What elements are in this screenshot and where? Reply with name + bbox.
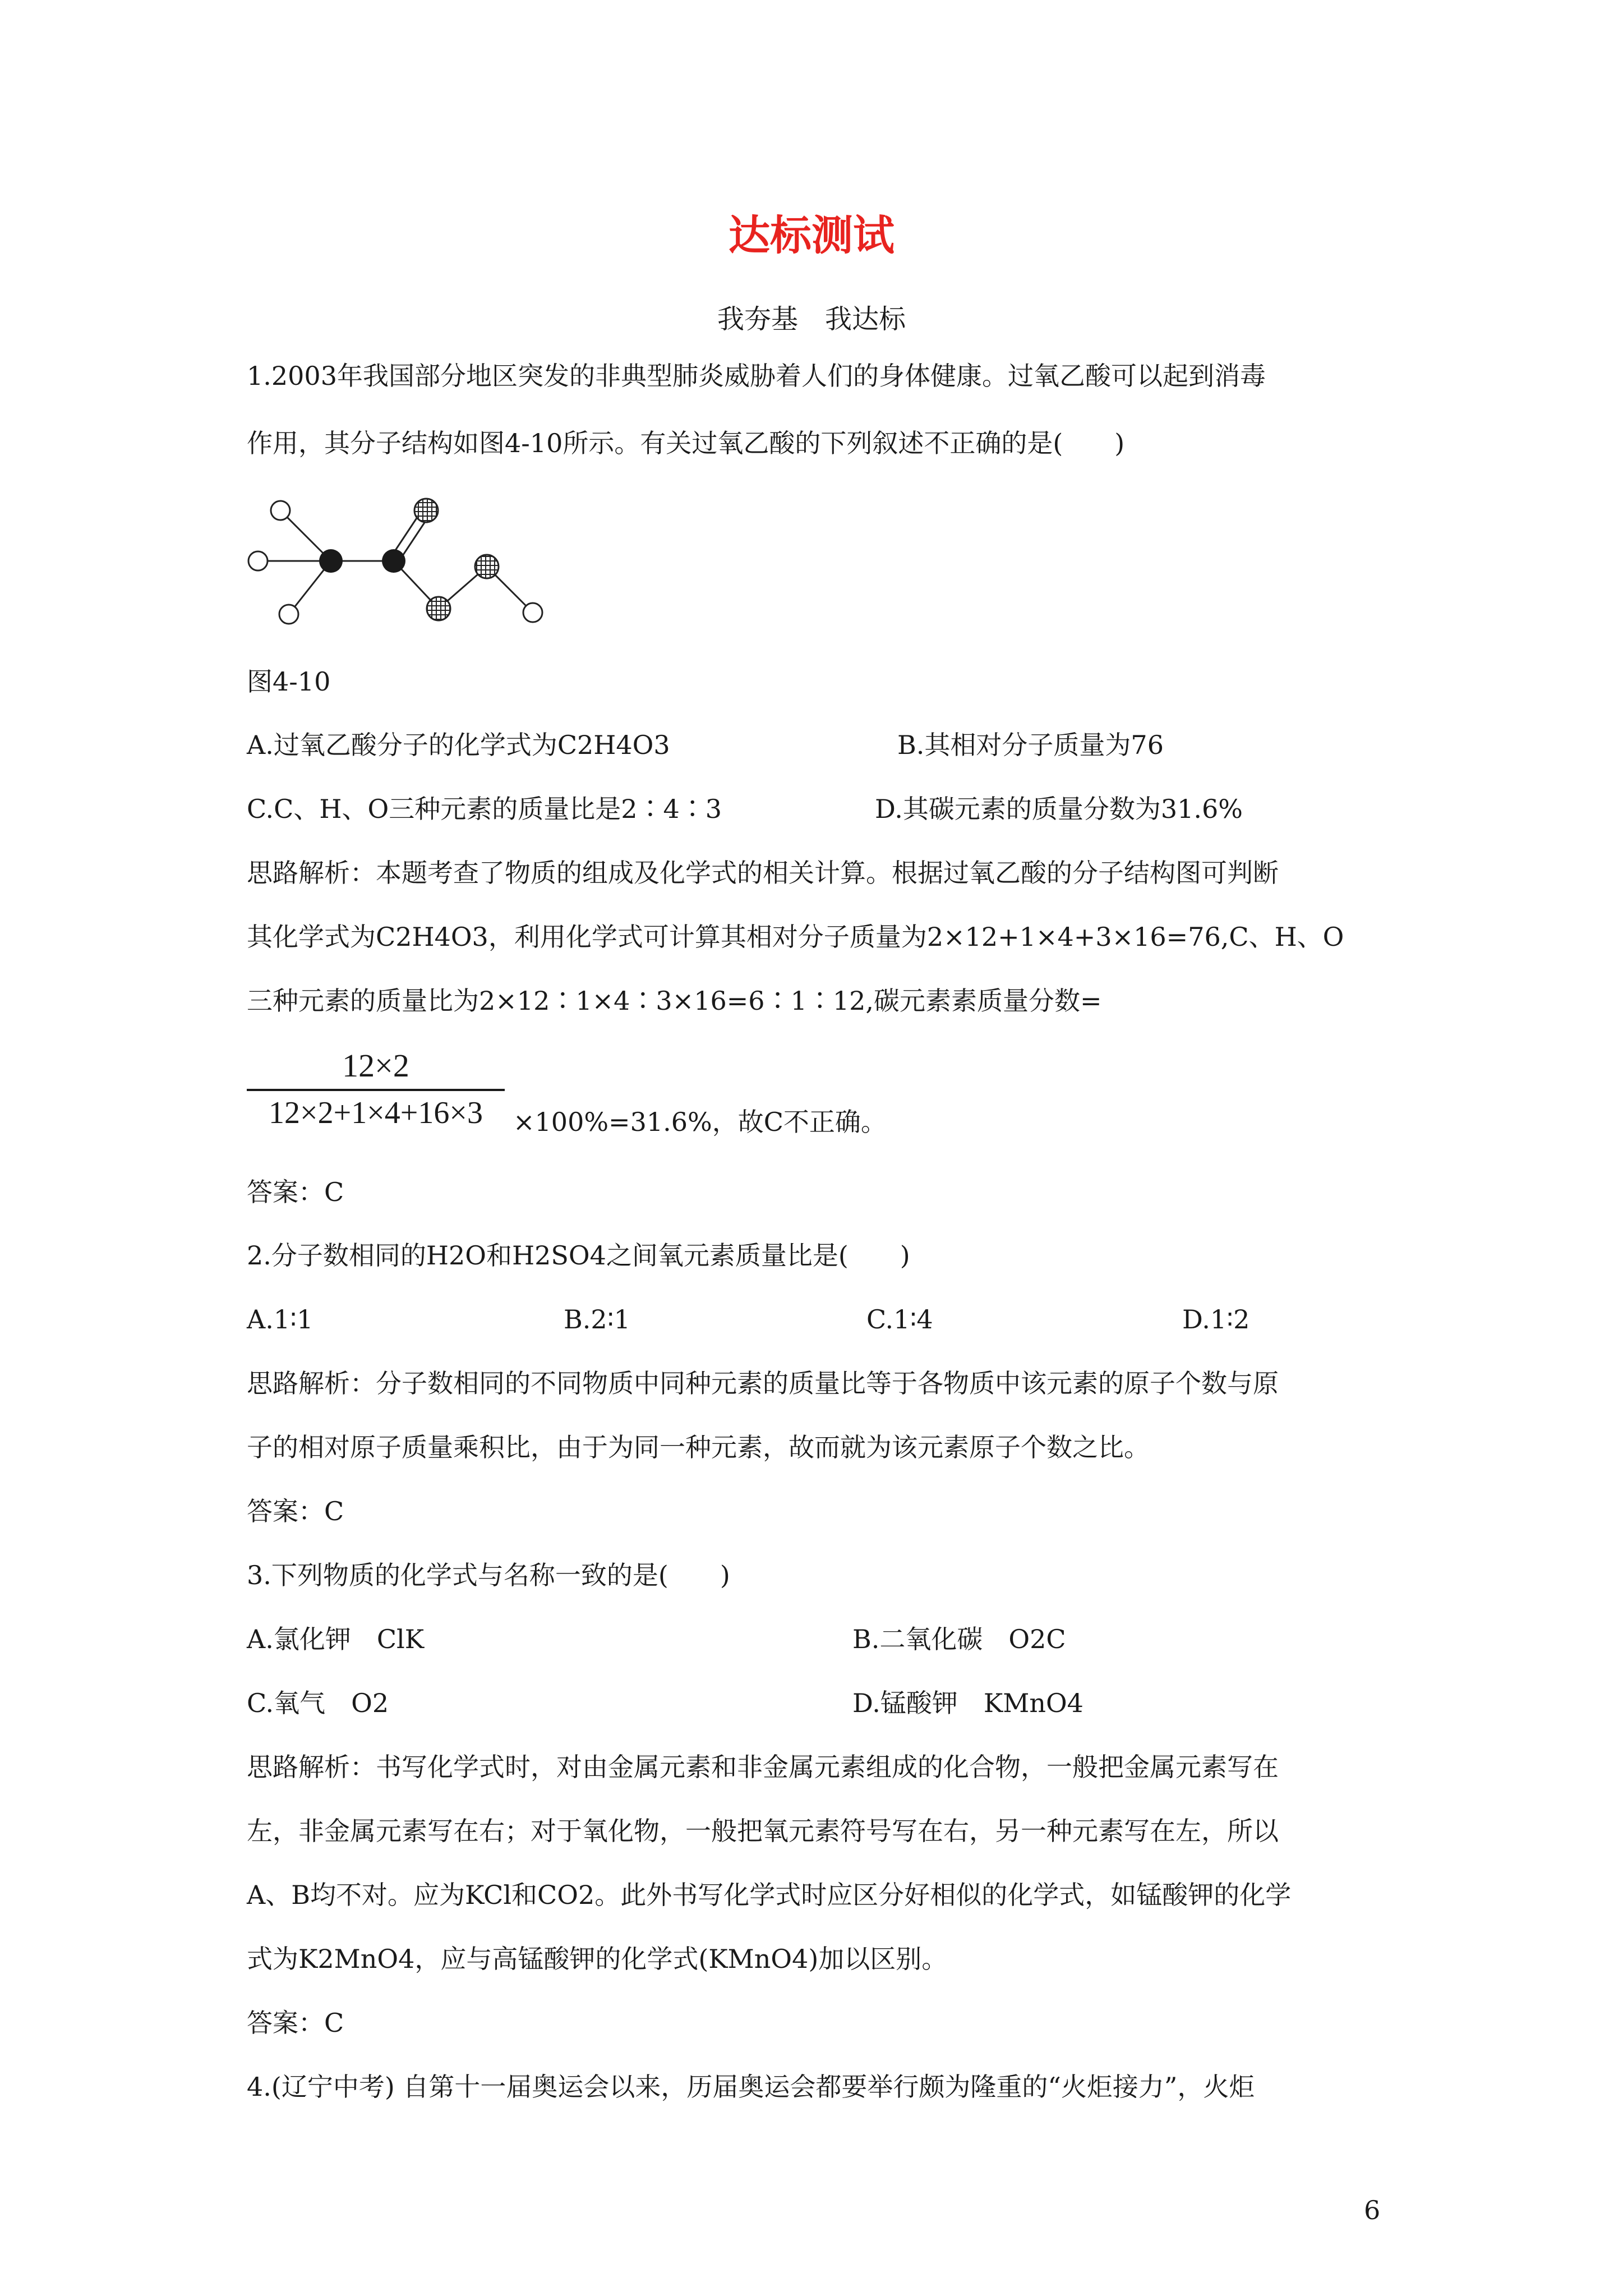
q2-answer: 答案：C <box>247 1496 344 1526</box>
q2-option-c: C.1∶4 <box>866 1304 933 1335</box>
hydrogen-atom <box>248 551 268 570</box>
q3-answer: 答案：C <box>247 2008 344 2038</box>
q3-option-d: D.锰酸钾 KMnO4 <box>852 1688 1083 1718</box>
page-number: 6 <box>1364 2195 1381 2225</box>
fraction-numerator: 12×2 <box>342 1047 409 1084</box>
q3-analysis-line1: 思路解析：书写化学式时，对由金属元素和非金属元素组成的化合物，一般把金属元素写在 <box>247 1752 1279 1782</box>
q1-analysis-line2: 其化学式为C2H4O3，利用化学式可计算其相对分子质量为2×12+1×4+3×16=76,C、H、O <box>247 922 1344 952</box>
section-subtitle: 我夯基 我达标 <box>717 303 906 335</box>
q3-analysis-line3: A、B均不对。应为KCl和CO2。此外书写化学式时应区分好相似的化学式，如锰酸钾的化学 <box>247 1880 1292 1910</box>
q3-option-b: B.二氧化碳 O2C <box>852 1624 1066 1654</box>
q2-stem: 2.分子数相同的H2O和H2SO4之间氧元素质量比是( ) <box>247 1240 910 1271</box>
page-title: 达标测试 <box>728 211 895 260</box>
q1-analysis-line3: 三种元素的质量比为2×12∶1×4∶3×16=6∶1∶12,碳元素素质量分数= <box>247 986 1102 1016</box>
q4-stem-line1: 4.(辽宁中考) 自第十一届奥运会以来，历届奥运会都要举行颇为隆重的“火炬接力”，火炬 <box>247 2072 1255 2102</box>
q2-option-a: A.1∶1 <box>247 1304 313 1335</box>
oxygen-atom <box>475 555 499 578</box>
q2-option-b: B.2∶1 <box>564 1304 630 1335</box>
q3-stem: 3.下列物质的化学式与名称一致的是( ) <box>247 1560 730 1590</box>
hydrogen-atom <box>271 501 290 520</box>
hydrogen-atom <box>279 605 298 624</box>
oxygen-atom <box>414 499 438 522</box>
q3-option-a: A.氯化钾 ClK <box>247 1624 425 1654</box>
q1-analysis-line1: 思路解析：本题考查了物质的组成及化学式的相关计算。根据过氧乙酸的分子结构图可判断 <box>247 858 1279 888</box>
q2-option-d: D.1∶2 <box>1182 1304 1250 1335</box>
peracetic-acid-molecule-diagram <box>241 482 555 651</box>
q1-answer: 答案：C <box>247 1177 344 1207</box>
mass-fraction-formula <box>247 1046 505 1133</box>
q2-analysis-line1: 思路解析：分子数相同的不同物质中同种元素的质量比等于各物质中该元素的原子个数与原 <box>247 1368 1279 1398</box>
carbon-atom <box>382 549 405 573</box>
oxygen-atom <box>427 597 450 620</box>
q1-stem-line1: 1.2003年我国部分地区突发的非典型肺炎威胁着人们的身体健康。过氧乙酸可以起到消毒 <box>247 361 1266 391</box>
q3-analysis-line4: 式为K2MnO4，应与高锰酸钾的化学式(KMnO4)加以区别。 <box>247 1944 948 1974</box>
q1-option-c: C.C、H、O三种元素的质量比是2∶4∶3 <box>247 794 722 824</box>
q1-option-b: B.其相对分子质量为76 <box>897 730 1164 760</box>
q2-analysis-line2: 子的相对原子质量乘积比，由于为同一种元素，故而就为该元素原子个数之比。 <box>247 1432 1150 1462</box>
q3-option-c: C.氧气 O2 <box>247 1688 389 1718</box>
fraction-result: ×100%=31.6%，故C不正确。 <box>513 1107 887 1137</box>
q1-stem-line2: 作用，其分子结构如图4-10所示。有关过氧乙酸的下列叙述不正确的是( ) <box>247 428 1125 458</box>
q1-option-d: D.其碳元素的质量分数为31.6% <box>875 794 1243 824</box>
fraction-denominator: 12×2+1×4+16×3 <box>269 1096 483 1130</box>
carbon-atom <box>319 549 343 573</box>
q3-analysis-line2: 左，非金属元素写在右；对于氧化物，一般把氧元素符号写在右，另一种元素写在左，所以 <box>247 1816 1279 1846</box>
q1-option-a: A.过氧乙酸分子的化学式为C2H4O3 <box>247 730 670 760</box>
hydrogen-atom <box>523 603 542 622</box>
figure-caption: 图4-10 <box>247 666 331 697</box>
fraction-bar <box>247 1089 505 1091</box>
